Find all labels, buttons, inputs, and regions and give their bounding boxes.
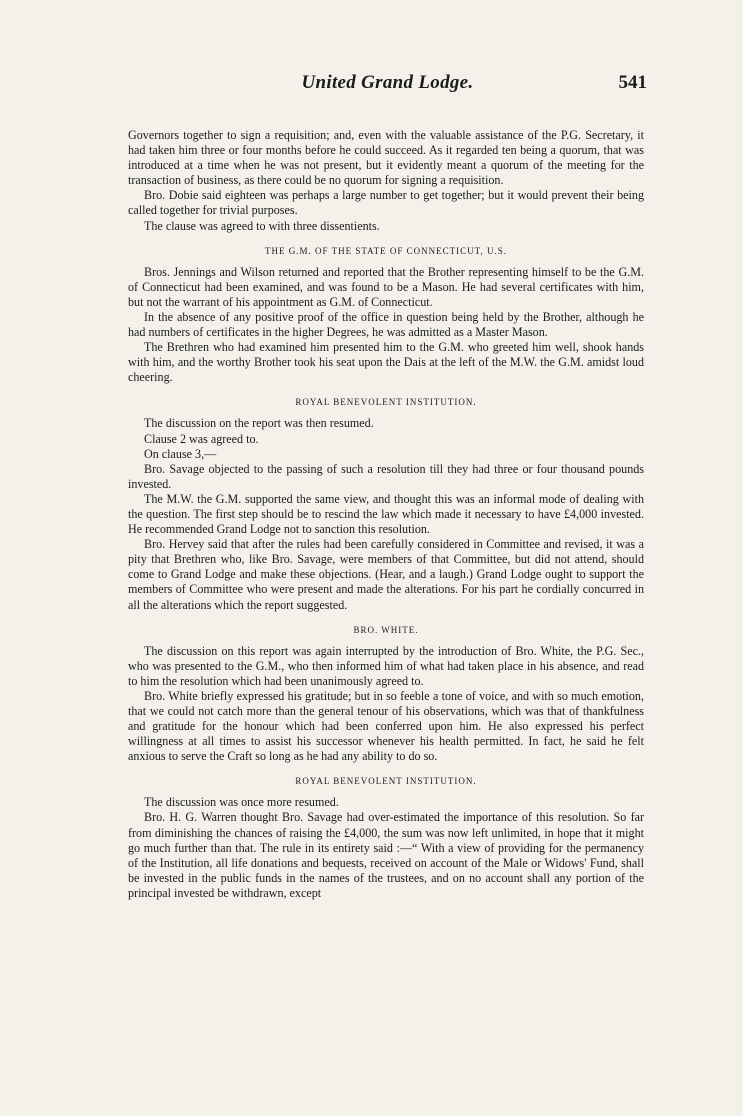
paragraph: The Brethren who had examined him presented him to the G.M. who greeted him well, shook hands with him, and the worthy Brother took his seat upon the Dais at the left of the M.W. the G.M. amidst loud cheering. bbox=[128, 340, 644, 385]
paragraph: The discussion on this report was again interrupted by the introduction of Bro. White, the P.G. Sec., who was presented to the G.M., who then informed him of what had taken place in his absence, and read to him the resolution which had been unanimously agreed to. bbox=[128, 643, 644, 688]
section-heading: THE G.M. OF THE STATE OF CONNECTICUT, U.S. bbox=[265, 245, 507, 256]
paragraph: On clause 3,— bbox=[144, 446, 217, 461]
paragraph: Bro. Dobie said eighteen was perhaps a large number to get together; but it would prevent their being called together for trivial purposes. bbox=[128, 188, 644, 218]
paragraph: Bro. Savage objected to the passing of such a resolution till they had three or four thousand pounds invested. bbox=[128, 461, 644, 491]
article-body bbox=[128, 128, 644, 901]
section-heading: ROYAL BENEVOLENT INSTITUTION. bbox=[295, 776, 477, 787]
page-header bbox=[128, 72, 647, 102]
section-heading: ROYAL BENEVOLENT INSTITUTION. bbox=[295, 397, 477, 408]
paragraph: Bro. H. G. Warren thought Bro. Savage had over-estimated the importance of this resolution. So far from diminishing the chances of raising the £4,000, the sum was now left unlimited, in hope that it might go much further than that. The rule in its entirety said :—“ With a view of providing for the permanency of the Institution, all life donations and bequests, received on account of the Male or Widows' Fund, shall be invested in the public funds in the names of the trustees, and on no account shall any portion of the principal invested be withdrawn, except bbox=[128, 810, 644, 900]
paragraph: The clause was agreed to with three dissentients. bbox=[144, 218, 380, 233]
paragraph: The discussion on the report was then resumed. bbox=[144, 416, 374, 431]
paragraph: The discussion was once more resumed. bbox=[144, 795, 339, 810]
paragraph: Bro. Hervey said that after the rules had been carefully considered in Committee and revised, it was a pity that Brethren who, like Bro. Savage, were members of that Committee, but did not attend, should come to Grand Lodge and make these objections. (Hear, and a laugh.) Grand Lodge ought to support the members of Committee who were present and made the alterations. For his part he cordially concurred in all the alterations which the report suggested. bbox=[128, 537, 644, 612]
paragraph: Governors together to sign a requisition; and, even with the valuable assistance of the P.G. Secretary, it had taken him three or four months before he could succeed. As it regarded ten being a quorum, that was introduced at a time when he was not present, but it evidently meant a quorum of the meeting for the transaction of business, as there could be no quorum for signing a requisition. bbox=[128, 128, 644, 188]
running-title: United Grand Lodge. bbox=[301, 72, 474, 93]
paragraph: The M.W. the G.M. supported the same view, and thought this was an informal mode of dealing with the question. The first step should be to rescind the law which made it necessary to have £4,000 invested. He recommended Grand Lodge not to sanction this resolution. bbox=[128, 491, 644, 537]
paragraph: In the absence of any positive proof of the office in question being held by the Brother, although he had numbers of certificates in the higher Degrees, he was admitted as a Master Mason. bbox=[128, 309, 644, 340]
section-heading: BRO. WHITE. bbox=[353, 624, 419, 635]
paragraph: Clause 2 was agreed to. bbox=[144, 431, 259, 446]
page-number: 541 bbox=[618, 72, 647, 93]
paragraph: Bros. Jennings and Wilson returned and reported that the Brother representing himself to be the G.M. of Connecticut had been examined, and was found to be a Mason. He had several certificates with him, but not the warrant of his appointment as G.M. of Connecticut. bbox=[128, 264, 644, 309]
paragraph: Bro. White briefly expressed his gratitude; but in so feeble a tone of voice, and with so much emotion, that we could not catch more than the general tenour of his observations, which was that of thankfulness and gratitude for the honour which had been conferred upon him. He also expressed his perfect willingness at all times to assist his successor whenever his health permitted. In fact, he said he felt anxious to serve the Craft so long as he had any ability to do so. bbox=[128, 688, 644, 764]
